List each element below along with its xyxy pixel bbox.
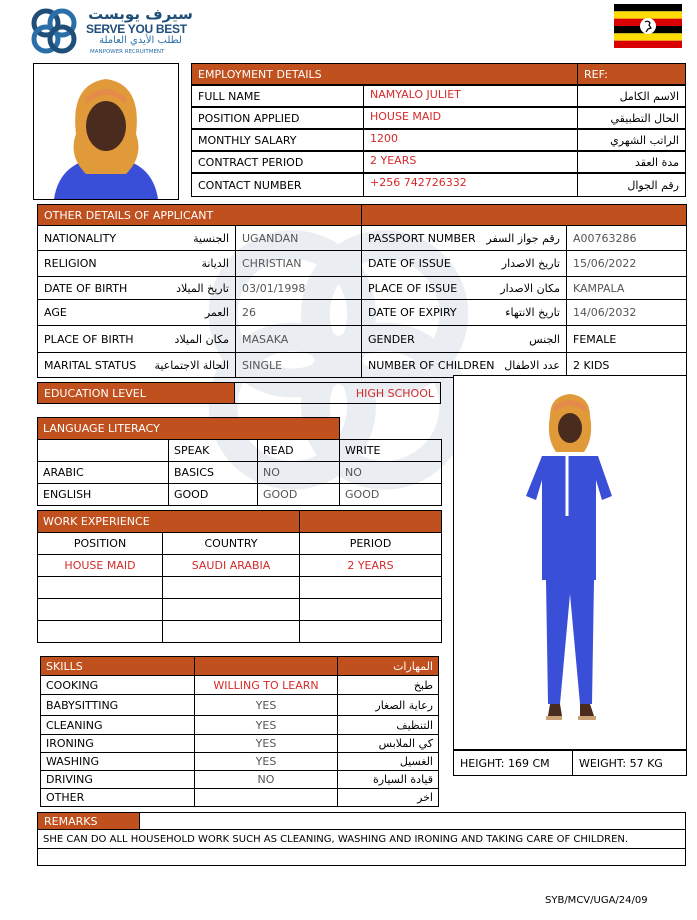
employment-row-label	[191, 151, 364, 173]
other-right-ar: تاريخ الانتهاء	[505, 306, 560, 319]
other-right-en: GENDER	[368, 332, 415, 346]
employment-value: 2 YEARS	[370, 154, 417, 167]
remarks-header-text: REMARKS	[44, 814, 98, 828]
other-right-label	[361, 325, 567, 353]
other-right-en: DATE OF EXPIRY	[368, 306, 457, 319]
ref-label: REF:	[584, 67, 608, 81]
col-write: WRITE	[340, 440, 442, 462]
remarks-header	[37, 812, 140, 830]
language-table	[37, 417, 442, 506]
footer-code: SYB/MCV/UGA/24/09	[545, 895, 648, 906]
other-left-val: 03/01/1998	[242, 281, 306, 295]
other-left-ar: الحالة الاجتماعية	[154, 358, 229, 372]
other-left-label	[37, 250, 236, 277]
other-right-val: 15/06/2022	[573, 257, 637, 270]
other-right-en: DATE OF ISSUE	[368, 257, 451, 270]
work-row	[38, 555, 442, 577]
other-left-value	[235, 299, 362, 326]
employment-value: +256 742726332	[370, 176, 467, 189]
other-right-label	[361, 299, 567, 326]
employment-ar: مدة العقد	[635, 155, 679, 169]
education-value-cell	[234, 382, 441, 404]
employment-row-ar	[577, 129, 686, 151]
employment-row-ar	[577, 107, 686, 129]
language-write: GOOD	[340, 484, 442, 506]
work-header-right	[300, 511, 442, 533]
person-full-icon	[454, 376, 686, 749]
skill-value	[195, 789, 338, 807]
employment-row-label	[191, 129, 364, 151]
language-name: ARABIC	[38, 462, 169, 484]
skill-row	[41, 735, 439, 753]
other-left-en: RELIGION	[44, 257, 97, 270]
skill-ar: رعاية الصغار	[338, 695, 439, 716]
skill-row	[41, 771, 439, 789]
col-position: POSITION	[38, 533, 163, 555]
other-left-en: DATE OF BIRTH	[44, 281, 128, 295]
logo-arabic: سيرف يوبست	[88, 5, 193, 23]
skill-value: YES	[195, 753, 338, 771]
other-right-ar: رقم جواز السفر	[486, 231, 560, 245]
employment-row-value	[363, 129, 578, 151]
skills-header-ar: المهارات	[338, 657, 439, 676]
skill-row	[41, 676, 439, 695]
language-name: ENGLISH	[38, 484, 169, 506]
person-portrait-icon	[34, 64, 178, 199]
work-row-empty	[38, 621, 442, 643]
height-label: HEIGHT:	[460, 756, 505, 770]
other-right-value	[566, 225, 687, 251]
other-left-label	[37, 325, 236, 353]
employment-header-text: EMPLOYMENT DETAILS	[198, 67, 322, 81]
other-left-en: MARITAL STATUS	[44, 358, 137, 372]
height-value: 169 CM	[507, 756, 550, 770]
remarks-blank	[139, 812, 686, 830]
other-left-ar: تاريخ الميلاد	[176, 281, 229, 295]
skill-value: WILLING TO LEARN	[195, 676, 338, 695]
employment-label: CONTACT NUMBER	[198, 178, 302, 192]
work-period: 2 YEARS	[300, 555, 442, 577]
language-speak: BASICS	[169, 462, 258, 484]
employment-row-value	[363, 151, 578, 173]
employment-row-value	[363, 107, 578, 129]
skill-ar: الغسيل	[338, 753, 439, 771]
skill-label: BABYSITTING	[41, 695, 195, 716]
work-row-empty	[38, 599, 442, 621]
skills-table	[40, 656, 439, 807]
employment-row-ar	[577, 85, 686, 107]
skill-row	[41, 753, 439, 771]
other-left-val: 26	[242, 306, 256, 319]
work-row-empty	[38, 577, 442, 599]
skill-value: NO	[195, 771, 338, 789]
work-header: WORK EXPERIENCE	[38, 511, 300, 533]
ref-header	[577, 63, 686, 85]
skill-label: WASHING	[41, 753, 195, 771]
other-right-value	[566, 276, 687, 300]
skill-row	[41, 789, 439, 807]
skill-ar: كي الملابس	[338, 735, 439, 753]
other-right-ar: الجنس	[529, 332, 560, 346]
employment-label: POSITION APPLIED	[198, 111, 300, 125]
other-right-label	[361, 250, 567, 277]
language-row	[38, 462, 442, 484]
skill-label: CLEANING	[41, 716, 195, 735]
other-right-val: A00763286	[573, 231, 637, 245]
other-details-header	[37, 204, 362, 226]
col-read: READ	[258, 440, 340, 462]
other-left-label	[37, 299, 236, 326]
skill-label: COOKING	[41, 676, 195, 695]
remarks-text: SHE CAN DO ALL HOUSEHOLD WORK SUCH AS CLEANING, WASHING AND IRONING AND TAKING CARE OF CHILDREN.	[43, 833, 629, 845]
other-right-en: NUMBER OF CHILDREN	[368, 358, 495, 372]
employment-row-ar	[577, 151, 686, 173]
other-left-ar: العمر	[204, 306, 229, 319]
employment-ar: رقم الجوال	[627, 178, 679, 192]
employment-row-value	[363, 85, 578, 107]
other-left-value	[235, 276, 362, 300]
other-right-val: FEMALE	[573, 332, 617, 346]
other-right-en: PASSPORT NUMBER	[368, 231, 476, 245]
other-right-value	[566, 250, 687, 277]
skill-row	[41, 695, 439, 716]
other-left-ar: الديانة	[201, 257, 229, 270]
language-blank	[38, 440, 169, 462]
employment-row-value	[363, 173, 578, 197]
other-left-ar: الجنسية	[193, 231, 229, 245]
skill-label: DRIVING	[41, 771, 195, 789]
other-left-val: MASAKA	[242, 332, 289, 346]
other-left-value	[235, 225, 362, 251]
other-right-ar: تاريخ الاصدار	[501, 257, 560, 270]
portrait-photo	[33, 63, 179, 200]
other-right-val: 2 KIDS	[573, 358, 610, 372]
other-left-en: AGE	[44, 306, 67, 319]
skills-header-mid	[195, 657, 338, 676]
other-left-label	[37, 225, 236, 251]
employment-ar: الراتب الشهري	[610, 133, 679, 147]
employment-row-label	[191, 85, 364, 107]
skill-value: YES	[195, 735, 338, 753]
other-left-value	[235, 352, 362, 378]
language-read: NO	[258, 462, 340, 484]
language-speak: GOOD	[169, 484, 258, 506]
weight-label: WEIGHT:	[579, 756, 627, 770]
skill-ar: طبخ	[338, 676, 439, 695]
other-right-label	[361, 276, 567, 300]
skill-label: IRONING	[41, 735, 195, 753]
employment-label: MONTHLY SALARY	[198, 133, 297, 147]
remarks-empty	[37, 848, 686, 866]
work-table	[37, 510, 442, 643]
col-period: PERIOD	[300, 533, 442, 555]
other-right-ar: عدد الاطفال	[504, 358, 560, 372]
employment-ar: الاسم الكامل	[619, 89, 679, 103]
language-header: LANGUAGE LITERACY	[38, 418, 340, 440]
employment-value: NAMYALO JULIET	[370, 88, 461, 101]
col-country: COUNTRY	[163, 533, 300, 555]
other-left-en: PLACE OF BIRTH	[44, 332, 134, 346]
other-left-en: NATIONALITY	[44, 231, 117, 245]
remarks-text-cell	[37, 829, 686, 849]
other-left-ar: مكان الميلاد	[174, 332, 229, 346]
other-details-header-right	[361, 204, 687, 226]
skill-ar: التنظيف	[338, 716, 439, 735]
other-left-label	[37, 276, 236, 300]
employment-row-ar	[577, 173, 686, 197]
employment-row-label	[191, 107, 364, 129]
education-value: HIGH SCHOOL	[355, 386, 434, 400]
employment-label: FULL NAME	[198, 89, 261, 103]
work-country: SAUDI ARABIA	[163, 555, 300, 577]
work-position: HOUSE MAID	[38, 555, 163, 577]
logo-arabic-sub: لطلب الأيدي العاملة	[99, 35, 182, 46]
employment-value: 1200	[370, 132, 398, 145]
col-speak: SPEAK	[169, 440, 258, 462]
education-label-cell	[37, 382, 235, 404]
logo-tagline: MANPOWER RECRUITMENT	[90, 49, 165, 55]
skill-ar: قيادة السيارة	[338, 771, 439, 789]
other-right-value	[566, 299, 687, 326]
language-read: GOOD	[258, 484, 340, 506]
other-left-value	[235, 250, 362, 277]
education-label: EDUCATION LEVEL	[44, 386, 146, 400]
skills-header: SKILLS	[41, 657, 195, 676]
other-details-header-text: OTHER DETAILS OF APPLICANT	[44, 208, 214, 222]
other-left-val: SINGLE	[242, 358, 283, 372]
logo-english: SERVE YOU BEST	[86, 22, 187, 36]
other-left-val: CHRISTIAN	[242, 257, 302, 270]
flag-icon	[614, 4, 682, 48]
logo-emblem-icon	[30, 5, 82, 57]
skill-row	[41, 716, 439, 735]
other-right-ar: مكان الاصدار	[500, 281, 560, 295]
height-cell	[453, 750, 573, 776]
skill-value: YES	[195, 695, 338, 716]
company-logo	[30, 5, 210, 57]
other-right-en: PLACE OF ISSUE	[368, 281, 458, 295]
other-right-val: 14/06/2032	[573, 306, 637, 319]
employment-ar: الحال التطبيقي	[610, 111, 679, 125]
language-row	[38, 484, 442, 506]
full-body-photo	[453, 375, 687, 750]
employment-header	[191, 63, 578, 85]
employment-row-label	[191, 173, 364, 197]
skill-value: YES	[195, 716, 338, 735]
other-left-label	[37, 352, 236, 378]
weight-value: 57 KG	[629, 756, 663, 770]
other-left-val: UGANDAN	[242, 231, 299, 245]
employment-value: HOUSE MAID	[370, 110, 442, 123]
skill-label: OTHER	[41, 789, 195, 807]
weight-cell	[572, 750, 687, 776]
other-right-label	[361, 225, 567, 251]
employment-label: CONTRACT PERIOD	[198, 155, 304, 169]
other-right-value	[566, 325, 687, 353]
uganda-flag	[614, 4, 682, 48]
skill-ar: اخر	[338, 789, 439, 807]
other-right-val: KAMPALA	[573, 281, 625, 295]
other-left-value	[235, 325, 362, 353]
language-write: NO	[340, 462, 442, 484]
